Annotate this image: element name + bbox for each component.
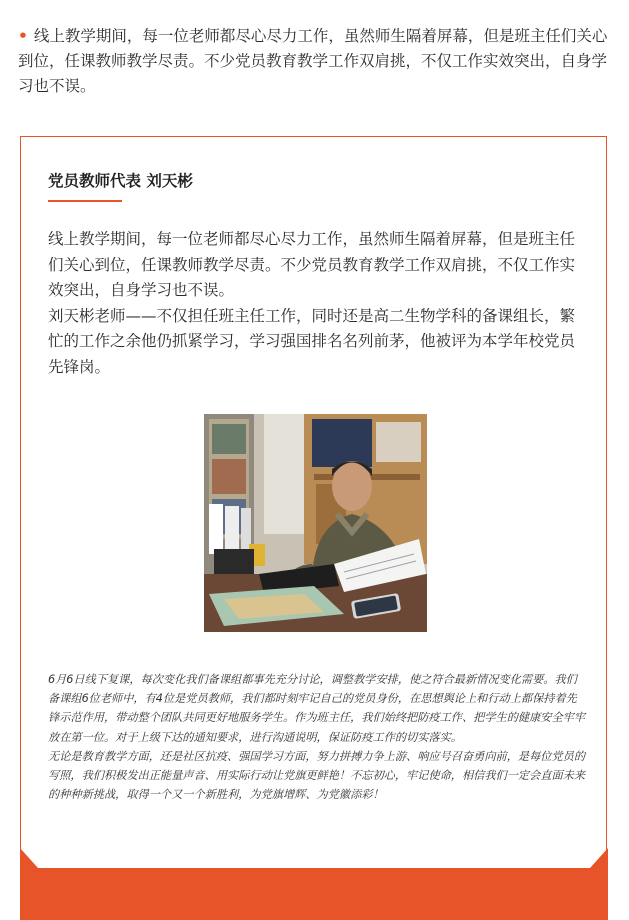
- caption-paragraph: 6月6日线下复课，每次变化我们备课组都事先充分讨论，调整教学安排，使之符合最新情况变化需要。我们备课组6位老师中，有4位是党员教师，我们都时刻牢记自己的党员身份，在思想舆论上和行动上都保持着先锋示范作用，带动整个团队共同更好地服务学生。作为班主任，我们始终把防疫工作、把学生的健康安全牢牢放在第一位。对于上级下达的通知要求，进行沟通说明，保证防疫工作的切实落实。: [48, 673, 586, 744]
- title-underline: [48, 200, 122, 202]
- decorative-bottom-band: [20, 848, 608, 920]
- photo-caption: [48, 670, 588, 804]
- card-body: [48, 227, 584, 380]
- intro-text: 线上教学期间，每一位老师都尽心尽力工作，虽然师生隔着屏幕，但是班主任们关心到位，任课教师教学尽责。不少党员教育教学工作双肩挑，不仅工作实效突出，自身学习也不误。: [18, 27, 608, 95]
- teacher-profile-card: [20, 136, 607, 866]
- intro-paragraph: [18, 24, 608, 99]
- caption-paragraph: 无论是教育教学方面，还是社区抗疫、强国学习方面，努力拼搏力争上游、响应号召奋勇向前，是每位党员的写照，我们积极发出正能量声音、用实际行动让党旗更鲜艳！不忘初心，牢记使命，相信我们一定会直面未来的种种新挑战，取得一个又一个新胜利，为党旗增辉、为党徽添彩！: [48, 749, 586, 802]
- bullet-dot-icon: •: [18, 27, 28, 45]
- body-paragraph: 刘天彬老师——不仅担任班主任工作，同时还是高二生物学科的备课组长，繁忙的工作之余他仍抓紧学习，学习强国排名名列前茅，他被评为本学年校党员先锋岗。: [48, 306, 576, 376]
- teacher-photo: [204, 414, 427, 632]
- card-title: 党员教师代表 刘天彬: [48, 172, 193, 190]
- body-paragraph: 线上教学期间，每一位老师都尽心尽力工作，虽然师生隔着屏幕，但是班主任们关心到位，任课教师教学尽责。不少党员教育教学工作双肩挑，不仅工作实效突出，自身学习也不误。: [48, 230, 576, 299]
